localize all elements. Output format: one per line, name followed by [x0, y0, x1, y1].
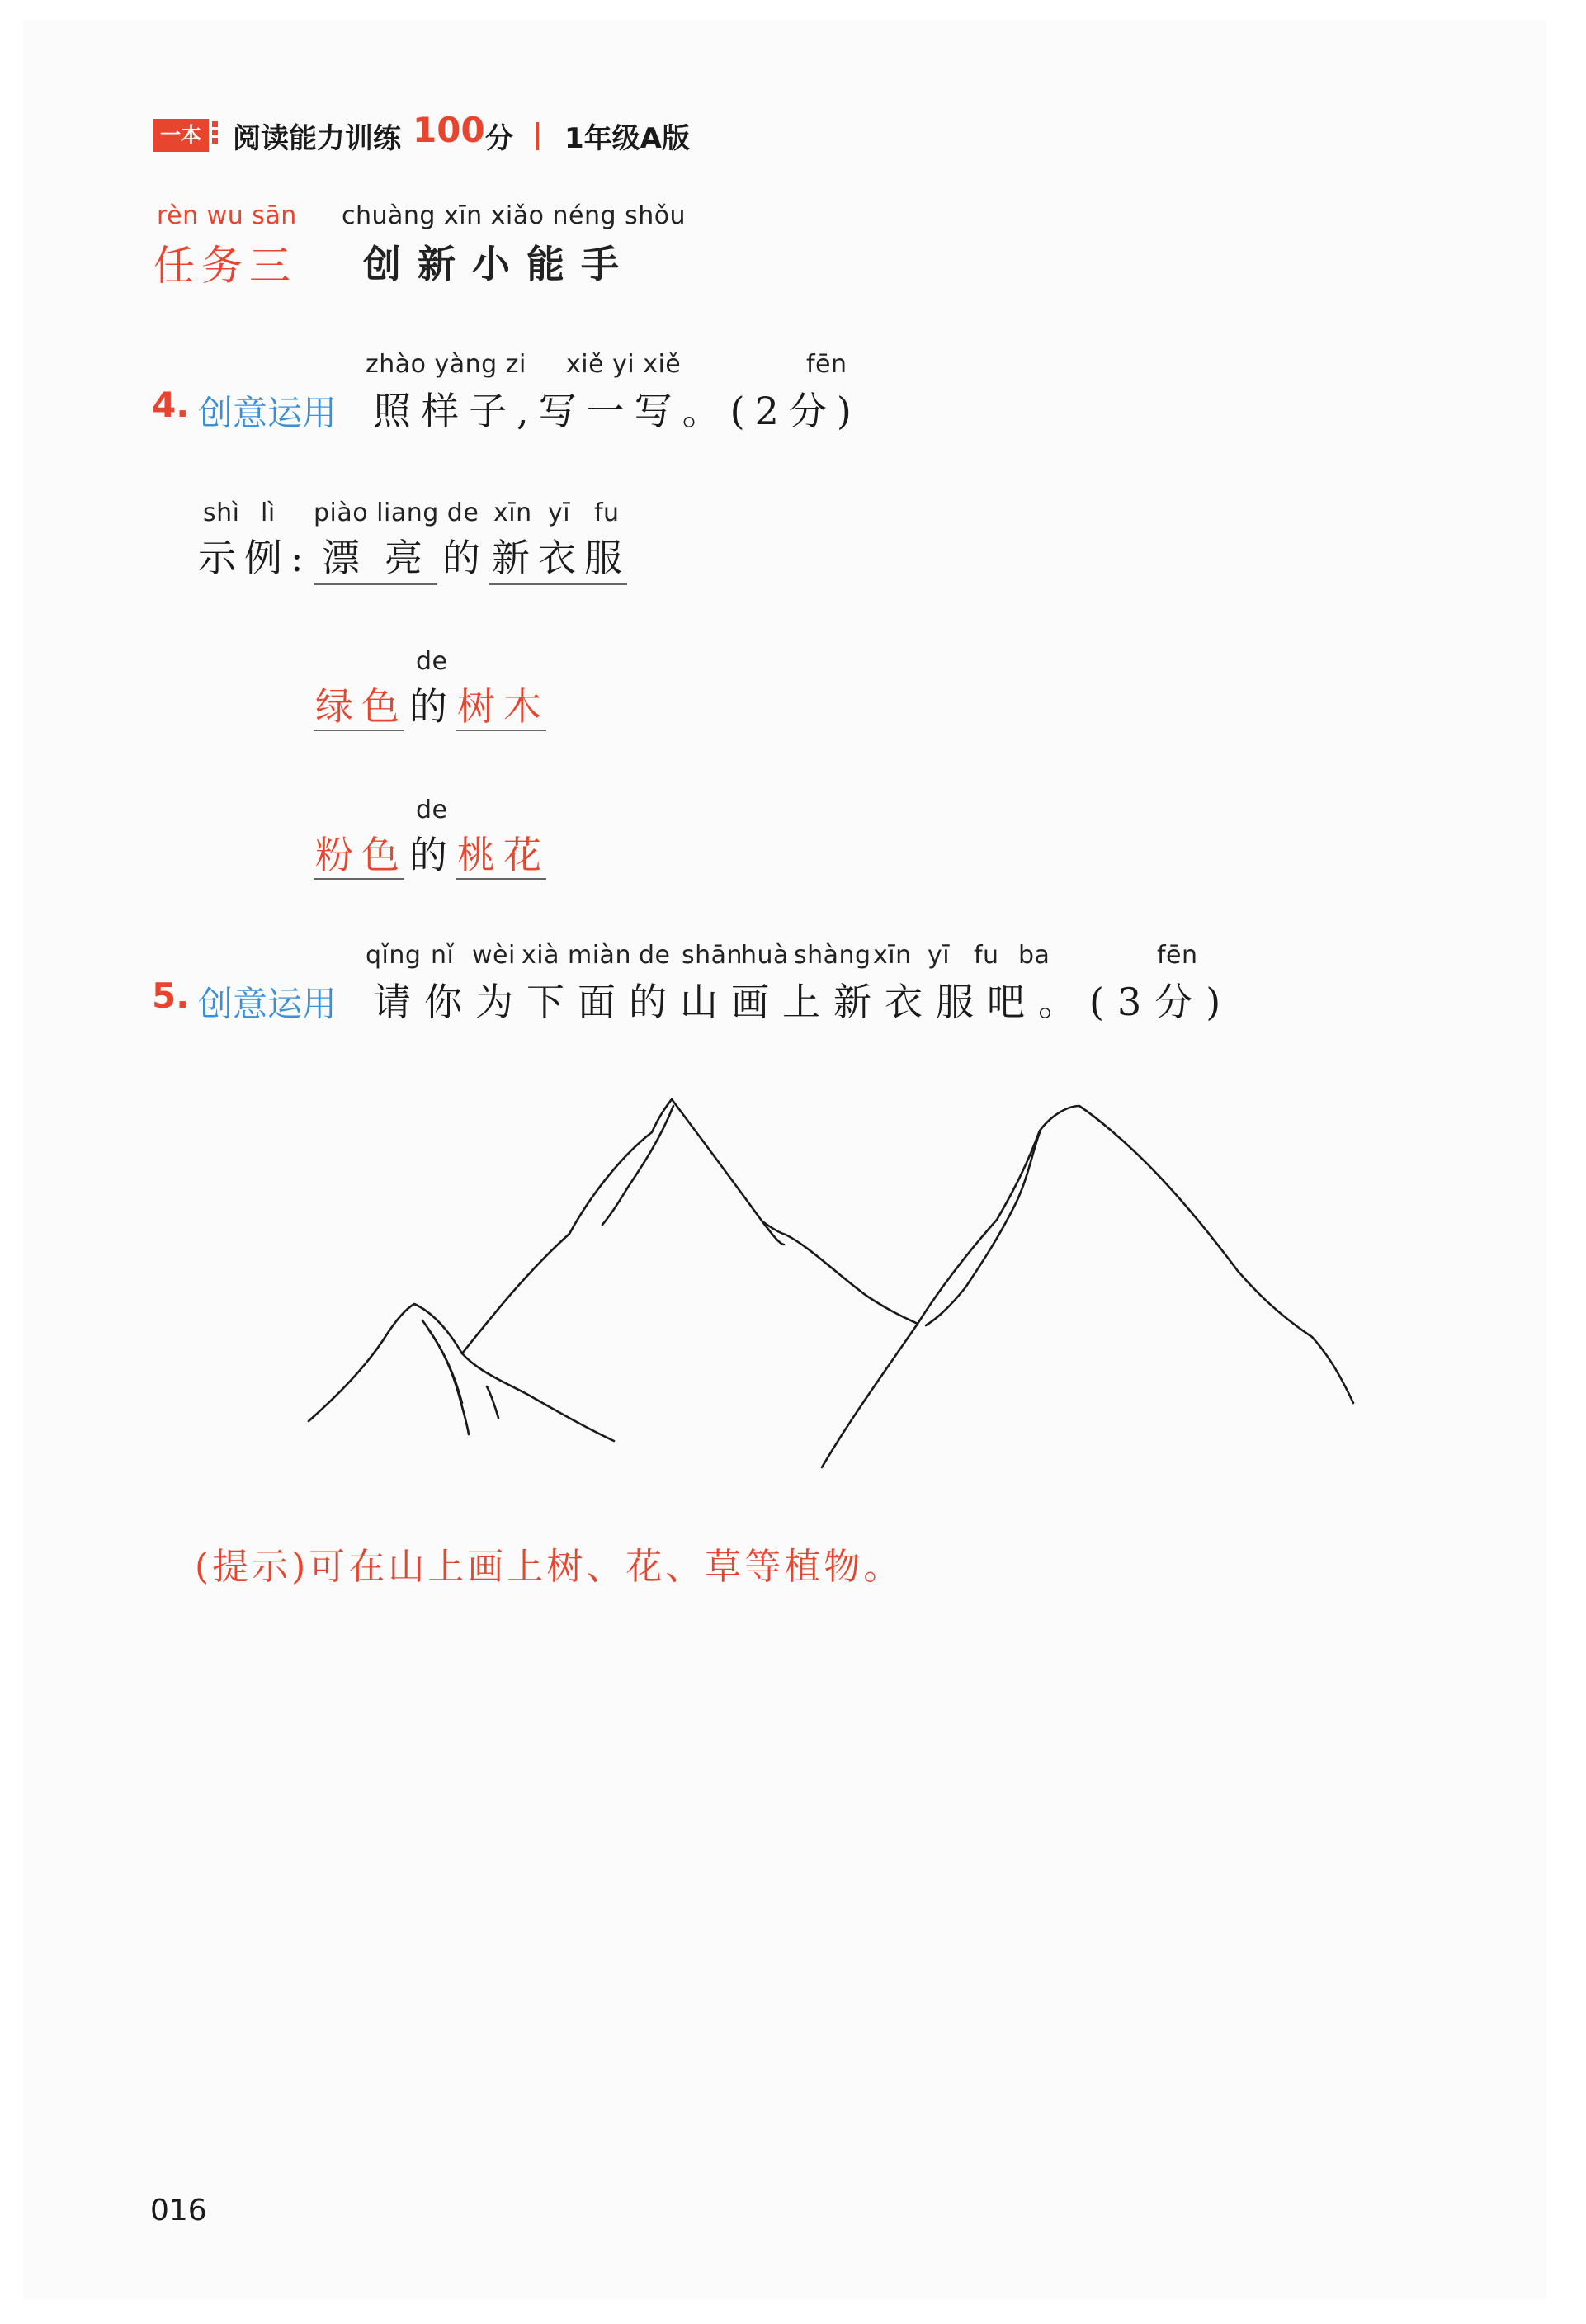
q4-pinyin-2: xiě yi xiě [566, 350, 682, 379]
example-pinyin-fu: fu [594, 498, 620, 527]
answer2-pinyin-de: de [416, 796, 448, 824]
answer1-word-1: 绿色 [315, 684, 408, 729]
q4-pinyin-1: zhào yàng zi [366, 350, 526, 379]
q5-pinyin-ni: nǐ [431, 941, 455, 970]
q5-pinyin-mian: miàn [568, 941, 631, 970]
q5-prompt: 请你为下面的山画上新衣服吧。(3分) [373, 980, 1234, 1024]
q5-pinyin-xia: xià [522, 941, 559, 970]
q5-pinyin-shan: shān [682, 941, 743, 970]
example-word-2: 新衣服 [492, 536, 630, 580]
book-score: 100 [413, 110, 485, 150]
q5-pinyin-yi: yī [928, 941, 951, 970]
q5-pinyin-xin: xīn [873, 941, 912, 970]
answer2-word-1: 粉色 [315, 833, 408, 877]
q4-prompt: 照样子,写一写。(2分) [373, 389, 861, 433]
answer1-word-2: 树木 [457, 684, 550, 729]
q5-pinyin-fen: fēn [1157, 941, 1198, 970]
answer1-pinyin-de: de [416, 647, 448, 676]
q4-tag: 创意运用 [198, 393, 337, 433]
example-de: 的 [442, 536, 489, 580]
q5-pinyin-fu: fu [974, 941, 999, 970]
page-number: 016 [150, 2194, 207, 2227]
example-pinyin-xin: xīn [493, 498, 532, 527]
answer1-de: 的 [409, 684, 456, 729]
example-pinyin-li: lì [261, 498, 276, 527]
task-subtitle: 创新小能手 [363, 242, 635, 286]
example-pinyin-shi: shì [203, 498, 240, 527]
answer2-word-2: 桃花 [457, 833, 550, 877]
book-title: 阅读能力训练 [233, 122, 401, 155]
book-score-unit: 分 [485, 122, 513, 155]
example-pinyin-yi: yī [548, 498, 571, 527]
q5-number: 5. [152, 975, 190, 1016]
hint-text: (提示)可在山上画上树、花、草等植物。 [195, 1546, 904, 1588]
book-grade: 1年级A版 [564, 122, 690, 155]
task-sub-pinyin: chuàng xīn xiǎo néng shǒu [342, 201, 687, 230]
q4-number: 4. [152, 385, 190, 425]
answer2-de: 的 [409, 833, 456, 877]
brand-logo: 一本 [153, 119, 209, 152]
task-title-pinyin: rèn wu sān [157, 201, 297, 230]
example-word-1: 漂亮 [322, 536, 447, 580]
q5-tag: 创意运用 [198, 984, 337, 1024]
q5-pinyin-qing: qǐng [366, 941, 422, 970]
example-pinyin-piaoliang: piào liang de [314, 498, 479, 527]
q5-pinyin-wei: wèi [472, 941, 516, 970]
example-label: 示例: [198, 536, 312, 580]
q5-pinyin-hua: huà [741, 941, 789, 970]
task-title: 任务三 [153, 242, 297, 290]
q5-pinyin-shang: shàng [794, 941, 871, 970]
q4-pinyin-3: fēn [806, 350, 847, 379]
q5-pinyin-ba: ba [1018, 941, 1050, 970]
q5-pinyin-de: de [639, 941, 671, 970]
